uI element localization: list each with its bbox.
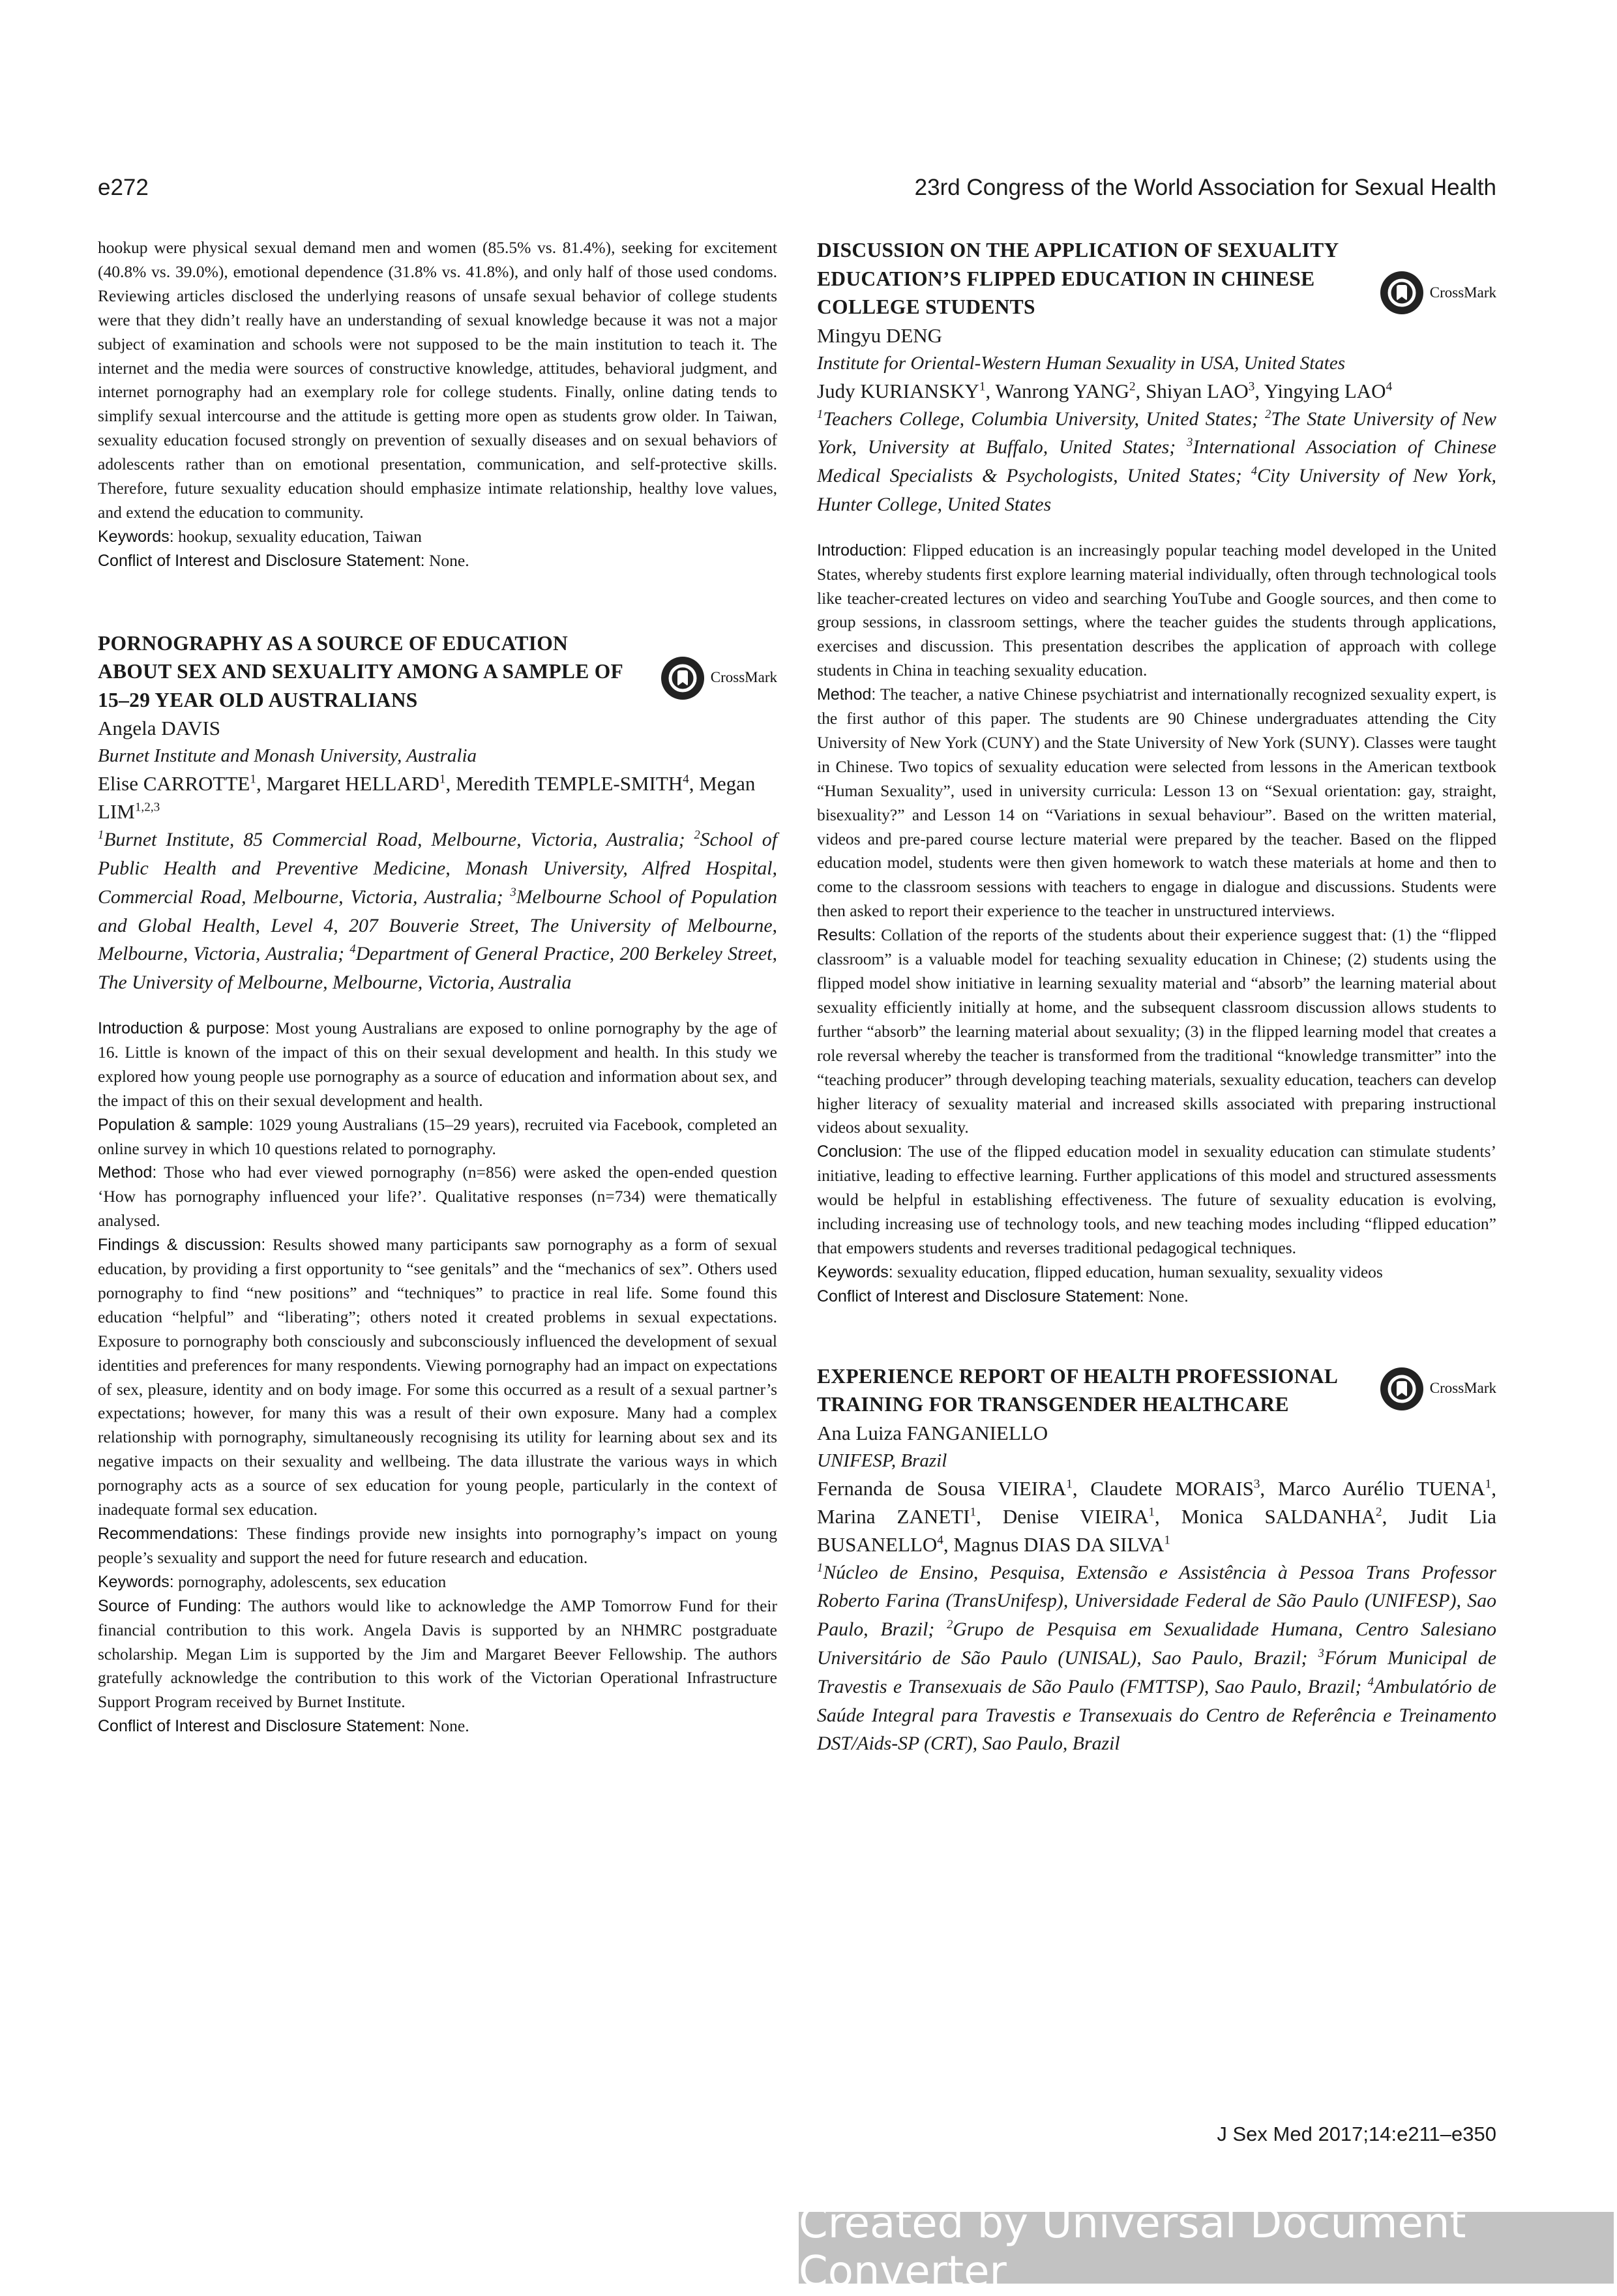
coi-text: None.: [429, 550, 469, 570]
affiliation: Department of General Practice, 200 Berkeley Street, The University of Melbourne, Melbourne, Victoria, Australia: [98, 943, 777, 994]
section-label: Recommendations:: [98, 1525, 239, 1543]
author-list: Judy KURIANSKY$^1$, Wanrong YANG$^2$, Shiyan LAO$^3$, Yingying LAO$^4$: [817, 379, 1393, 402]
page-footer-citation: J Sex Med 2017;14:e211–e350: [1217, 2123, 1496, 2145]
presenter-name: Ana Luiza FANGANIELLO: [817, 1421, 1048, 1444]
section-text: The use of the flipped education model in sexuality education can stimulate students’ initiative, leading to effective learning. Further applications of this model and structured assessments would be helpful in establishing effectiveness. The future of sexuality education is evolving, including increasing use of technology tools, and new teaching modes including “flipped education” that empowers students and reverses traditional pedagogical techniques.: [817, 1142, 1496, 1257]
section-label: Method:: [98, 1163, 157, 1182]
affiliation-list: $^1$Núcleo de Ensino, Pesquisa, Extensão e Assistência à Pessoa Trans Professor Roberto Farina (TransUnifesp), Universidade Federal de São Paulo (UNIFESP), Sao Paulo, Brazil; $^2$Grupo de Pesquisa em Sexualidade Humana, Centro Salesiano Universitário de São Paulo (UNISAL), Sao Paulo, Brazil; $^3$Fórum Municipal de Travestis e Transexuais de São Paulo (FMTTSP), Sao Paulo, Brazil; $^4$Ambulatório de Saúde Integral para Travestis e Transexuais do Centro de Referência e Treinamento DST/Aids-SP (CRT), Sao Paulo, Brazil: [817, 1560, 1497, 1755]
affiliation: City University of New York, Hunter College, United States: [817, 465, 1497, 515]
affiliation: School of Public Health and Preventive Medicine, Monash University, Alfred Hospital, Commercial Road, Melbourne, Victoria, Australia;: [98, 829, 777, 908]
left-column: [98, 236, 777, 1738]
author: Marco Aurélio TUENA: [1277, 1476, 1485, 1500]
section-text: The authors would like to acknowledge the AMP Tomorrow Fund for their financial contribution to this work. Angela Davis is supported by an NHMRC postgraduate scholarship. Megan Lim is supported by the Jim and Margaret Beever Fellowship. The authors gratefully acknowledge the contribution to this work of the Victorian Operational Infrastructure Support Program received by Burnet Institute.: [98, 1596, 778, 1712]
affiliation: Núcleo de Ensino, Pesquisa, Extensão e Assistência à Pessoa Trans Professor Roberto Farina (TransUnifesp), Universidade Federal de São Paulo (UNIFESP), Sao Paulo, Brazil;: [817, 1561, 1496, 1641]
abstract-section: [817, 1260, 1496, 1285]
abstract-transgender-healthcare: [817, 1362, 1496, 1759]
author-list: Fernanda de Sousa VIEIRA$^1$, Claudete MORAIS$^3$, Marco Aurélio TUENA$^1$, Marina ZANETI$^1$, Denise VIEIRA$^1$, Monica SALDANHA$^2$, Judit Lia BUSANELLO$^4$, Magnus DIAS DA SILVA$^1$: [817, 1476, 1497, 1556]
author: Monica SALDANHA: [1181, 1504, 1376, 1528]
keywords-text: hookup, sexuality education, Taiwan: [178, 526, 422, 546]
author: Denise VIEIRA: [1002, 1504, 1149, 1528]
section-text: None.: [429, 1716, 469, 1736]
author: Yingying LAO: [1264, 379, 1386, 402]
abstract-header: [98, 629, 777, 715]
author: Judit Lia BUSANELLO: [817, 1504, 1496, 1556]
abstract-section: [98, 1522, 777, 1570]
journal-title: 23rd Congress of the World Association for Sexual Health: [914, 175, 1496, 200]
author: Shiyan LAO: [1146, 379, 1249, 402]
affiliation: Fórum Municipal de Travestis e Transexuais de São Paulo (FMTTSP), Sao Paulo, Brazil;: [817, 1647, 1496, 1697]
abstract-section: [98, 1113, 777, 1161]
section-label: Keywords:: [98, 1572, 174, 1591]
presenter-institution: Burnet Institute and Monash University, Australia: [98, 745, 477, 767]
section-label: Population & sample:: [98, 1115, 254, 1134]
abstract-section: [98, 1161, 777, 1233]
abstract-pornography-education: [98, 629, 777, 1738]
affiliation-list: $^1$Teachers College, Columbia University, United States; $^2$The State University of New York, University at Buffalo, United States; $^3$International Association of Chinese Medical Specialists & Psychologists, United States; $^4$City University of New York, Hunter College, United States: [817, 407, 1497, 515]
crossmark-label: CrossMark: [1429, 1380, 1496, 1397]
affiliation: International Association of Chinese Medical Specialists & Psychologists, United States;: [817, 436, 1496, 487]
presenter-name: Angela DAVIS: [98, 717, 220, 740]
abstract-section: [98, 1594, 777, 1715]
author-list: Elise CARROTTE$^1$, Margaret HELLARD$^1$, Meredith TEMPLE-SMITH$^4$, Megan LIM$^{1,2,3}$: [98, 772, 756, 824]
keywords-label: Keywords:: [98, 527, 174, 546]
section-text: Those who had ever viewed pornography (n=856) were asked the open-ended question ‘How has pornography influenced your life?’. Qualitative responses (n=734) were thematically analysed.: [98, 1163, 777, 1230]
affiliation: Melbourne School of Population and Global Health, Level 4, 207 Bouverie Street, The University of Melbourne, Melbourne, Victoria, Australia;: [98, 886, 777, 965]
abstract-section: [98, 1714, 777, 1738]
converter-watermark: Created by Universal Document Converter: [799, 2212, 1614, 2284]
crossmark-badge[interactable]: [1380, 271, 1496, 314]
affiliation: The State University of New York, University at Buffalo, United States;: [817, 408, 1497, 458]
crossmark-badge[interactable]: [661, 657, 777, 700]
section-text: Results showed many participants saw pornography as a form of sexual education, by providing a first opportunity to “see genitals” and the “mechanics of sex”. Others used pornography to find “new positions” and “techniques” to practice in real life. Some found this education “helpful” and “liberating”; others noted it created problems in sexual expectations. Exposure to pornography both consciously and subconsciously influenced the development of sexual identities and preferences for many respondents. Viewing pornography had an impact on expectations of sex, pleasure, identity and on body image. For some this occurred as a result of a sexual partner’s expectations; however, for many this was a result of their own exposure. Many had a complex relationship with pornography, simultaneously recognising its utility for learning about sex and its negative impacts on their sexuality and wellbeing. The data illustrate the various ways in which pornography acts as a source of sex education for young people, particularly in the context of inadequate formal sex education.: [98, 1235, 777, 1519]
section-label: Conclusion:: [817, 1142, 902, 1161]
presenter-institution: Institute for Oriental-Western Human Sexuality in USA, United States: [817, 352, 1346, 374]
section-text: sexuality education, flipped education, human sexuality, sexuality videos: [897, 1262, 1383, 1281]
author: Fernanda de Sousa VIEIRA: [817, 1476, 1067, 1500]
abstract-flipped-education: [817, 236, 1496, 1309]
crossmark-icon: [661, 657, 704, 700]
crossmark-badge[interactable]: [1380, 1367, 1496, 1410]
section-label: Introduction:: [817, 541, 907, 559]
section-text: 1029 young Australians (15–29 years), recruited via Facebook, completed an online survey in which 10 questions related to pornography.: [98, 1114, 777, 1158]
abstract-section: [817, 1285, 1496, 1309]
section-label: Source of Funding:: [98, 1596, 242, 1615]
abstract-section: [817, 923, 1496, 1140]
section-label: Method:: [817, 685, 876, 704]
author: Claudete MORAIS: [1090, 1476, 1254, 1500]
section-label: Conflict of Interest and Disclosure Statement:: [98, 1717, 425, 1736]
presenter-name: Mingyu DENG: [817, 323, 943, 347]
abstract-section: [817, 1140, 1496, 1260]
coi-label: Conflict of Interest and Disclosure Statement:: [98, 551, 425, 570]
section-label: Findings & discussion:: [98, 1236, 266, 1255]
abstract-title: PORNOGRAPHY AS A SOURCE OF EDUCATION ABOUT SEX AND SEXUALITY AMONG A SAMPLE OF 15–29 YEAR OLD AUSTRALIANS: [98, 631, 623, 711]
abstract-title: EXPERIENCE REPORT OF HEALTH PROFESSIONAL TRAINING FOR TRANSGENDER HEALTHCARE: [817, 1364, 1337, 1416]
section-label: Keywords:: [817, 1262, 893, 1281]
affiliation-list: $^1$Burnet Institute, 85 Commercial Road, Melbourne, Victoria, Australia; $^2$School of Public Health and Preventive Medicine, Monash University, Alfred Hospital, Commercial Road, Melbourne, Victoria, Australia; $^3$Melbourne School of Population and Global Health, Level 4, 207 Bouverie Street, The University of Melbourne, Melbourne, Victoria, Australia; $^4$Department of General Practice, 200 Berkeley Street, The University of Melbourne, Melbourne, Victoria, Australia: [98, 828, 777, 994]
page-header: [98, 175, 1496, 207]
author: Meredith TEMPLE-SMITH: [456, 772, 683, 796]
author: Judy KURIANSKY: [817, 379, 979, 402]
abstract-title: DISCUSSION ON THE APPLICATION OF SEXUALITY EDUCATION’S FLIPPED EDUCATION IN CHINESE COLLEGE STUDENTS: [817, 239, 1339, 318]
continued-paragraph: hookup were physical sexual demand men and women (85.5% vs. 81.4%), seeking for excitement (40.8% vs. 39.0%), emotional dependence (31.8% vs. 41.8%), and only half of those used condoms. Reviewing articles disclosed the underlying reasons of unsafe sexual behavior of college students were that they didn’t really have an understanding of sexual knowledge because it was not a major subject of examination and schools were not supposed to be the main institution to teach it. The internet and the media were sources of constructive knowledge, attitudes, behavioral judgment, and internet pornography had an exemplary role for college students. Finally, online dating tends to simplify sexual intercourse and the attitude is getting more open as students grow older. In Taiwan, sexuality education focused strongly on prevention of sexually diseases and on sexual behaviors of adolescents rather than on emotional presentation, communication, and self-protective skills. Therefore, future sexuality education should emphasize intimate relationship, healthy love values, and extend the education to community.: [98, 238, 777, 522]
section-text: None.: [1148, 1286, 1189, 1305]
crossmark-label: CrossMark: [1429, 284, 1496, 301]
section-text: The teacher, a native Chinese psychiatrist and internationally recognized sexuality expert, is the first author of this paper. The students are 90 Chinese undergraduates attending the City University of New York (CUNY) and the State University of New York (SUNY). Classes were taught in Chinese. Two topics of sexuality education were selected from lessons in the American textbook “Human Sexuality”, used in university curricula: Lesson 13 on “Sexual orientation: gay, straight, bisexuality?” and Lesson 14 on “Variations in sexual behaviour”. Based on the written material, videos and pre-pared course lecture material were prepared by the teacher. Based on the flipped education model, students were then given homework to watch these materials at home and then to come to the classroom sessions with teachers to engage in dialogue and discussions. Students were then asked to report their experience to the teacher in unstructured interviews.: [817, 685, 1496, 921]
abstract-section: [817, 539, 1496, 683]
section-text: Flipped education is an increasingly popular teaching model developed in the United States, whereby students first explore learning material individually, often through technological tools like teacher-created lectures on video and searching YouTube and Google sources, and then come to group sessions, in classroom settings, where the teacher guides the students through applications, exercises and discussion. This presentation describes the application of approach with college students in China in teaching sexuality education.: [817, 540, 1496, 680]
abstract-section: [817, 683, 1496, 923]
author: Megan LIM: [98, 772, 756, 824]
affiliation: Teachers College, Columbia University, United States;: [823, 408, 1258, 430]
affiliation: Burnet Institute, 85 Commercial Road, Melbourne, Victoria, Australia;: [104, 829, 685, 851]
section-text: pornography, adolescents, sex education: [178, 1572, 447, 1591]
right-column: [817, 236, 1496, 1778]
section-text: Most young Australians are exposed to online pornography by the age of 16. Little is known of the impact of this on their sexual development and health. In this study we explored how young people use pornography as a source of education and information about sex, and the impact of this on their sexual development and health.: [98, 1018, 778, 1110]
section-text: These findings provide new insights into pornography’s impact on young people’s sexuality and support the need for future research and education.: [98, 1524, 777, 1567]
section-label: Conflict of Interest and Disclosure Statement:: [817, 1287, 1144, 1305]
presenter-institution: UNIFESP, Brazil: [817, 1450, 947, 1471]
coi-line: [98, 549, 777, 573]
keywords-line: [98, 525, 777, 549]
page-number: e272: [98, 175, 149, 200]
author: Marina ZANETI: [817, 1504, 970, 1528]
affiliation: Grupo de Pesquisa em Sexualidade Humana, Centro Salesiano Universitário de São Paulo (UNISAL), Sao Paulo, Brazil;: [817, 1618, 1496, 1669]
section-text: Collation of the reports of the students about their experience suggest that: (1) the “flipped classroom” is a valuable model for teaching sexuality education in Chinese; (2) students using the flipped model show initiative in learning sexuality material and “absorb” the learning material about sexuality efficiently initially at home, and the subsequent classroom discussion allows students to further “absorb” the learning material about sexuality; (3) in the flipped learning model that creates a role reversal whereby the teacher is transformed from the traditional “knowledge transmitter” into the “teaching producer” through developing teaching materials, sexuality education, teachers can develop higher literacy of sexuality material and increased skills associated with preparing instructional videos about sexuality.: [817, 925, 1497, 1137]
affiliation: Ambulatório de Saúde Integral para Travestis e Transexuais do Centro de Referência e Treinamento DST/Aids-SP (CRT), Sao Paulo, Brazil: [817, 1675, 1497, 1755]
author: Wanrong YANG: [995, 379, 1130, 402]
abstract-section: [98, 1570, 777, 1594]
author: Elise CARROTTE: [98, 772, 250, 796]
section-label: Results:: [817, 926, 876, 945]
author: Margaret HELLARD: [266, 772, 439, 796]
section-label: Introduction & purpose:: [98, 1019, 270, 1037]
abstract-section: [98, 1017, 777, 1113]
abstract-header: [817, 236, 1496, 321]
author: Magnus DIAS DA SILVA: [953, 1532, 1165, 1556]
crossmark-icon: [1380, 1367, 1423, 1410]
abstract-section: [98, 1233, 777, 1522]
abstract-header: [817, 1362, 1496, 1419]
crossmark-icon: [1380, 271, 1423, 314]
crossmark-label: CrossMark: [710, 669, 777, 686]
